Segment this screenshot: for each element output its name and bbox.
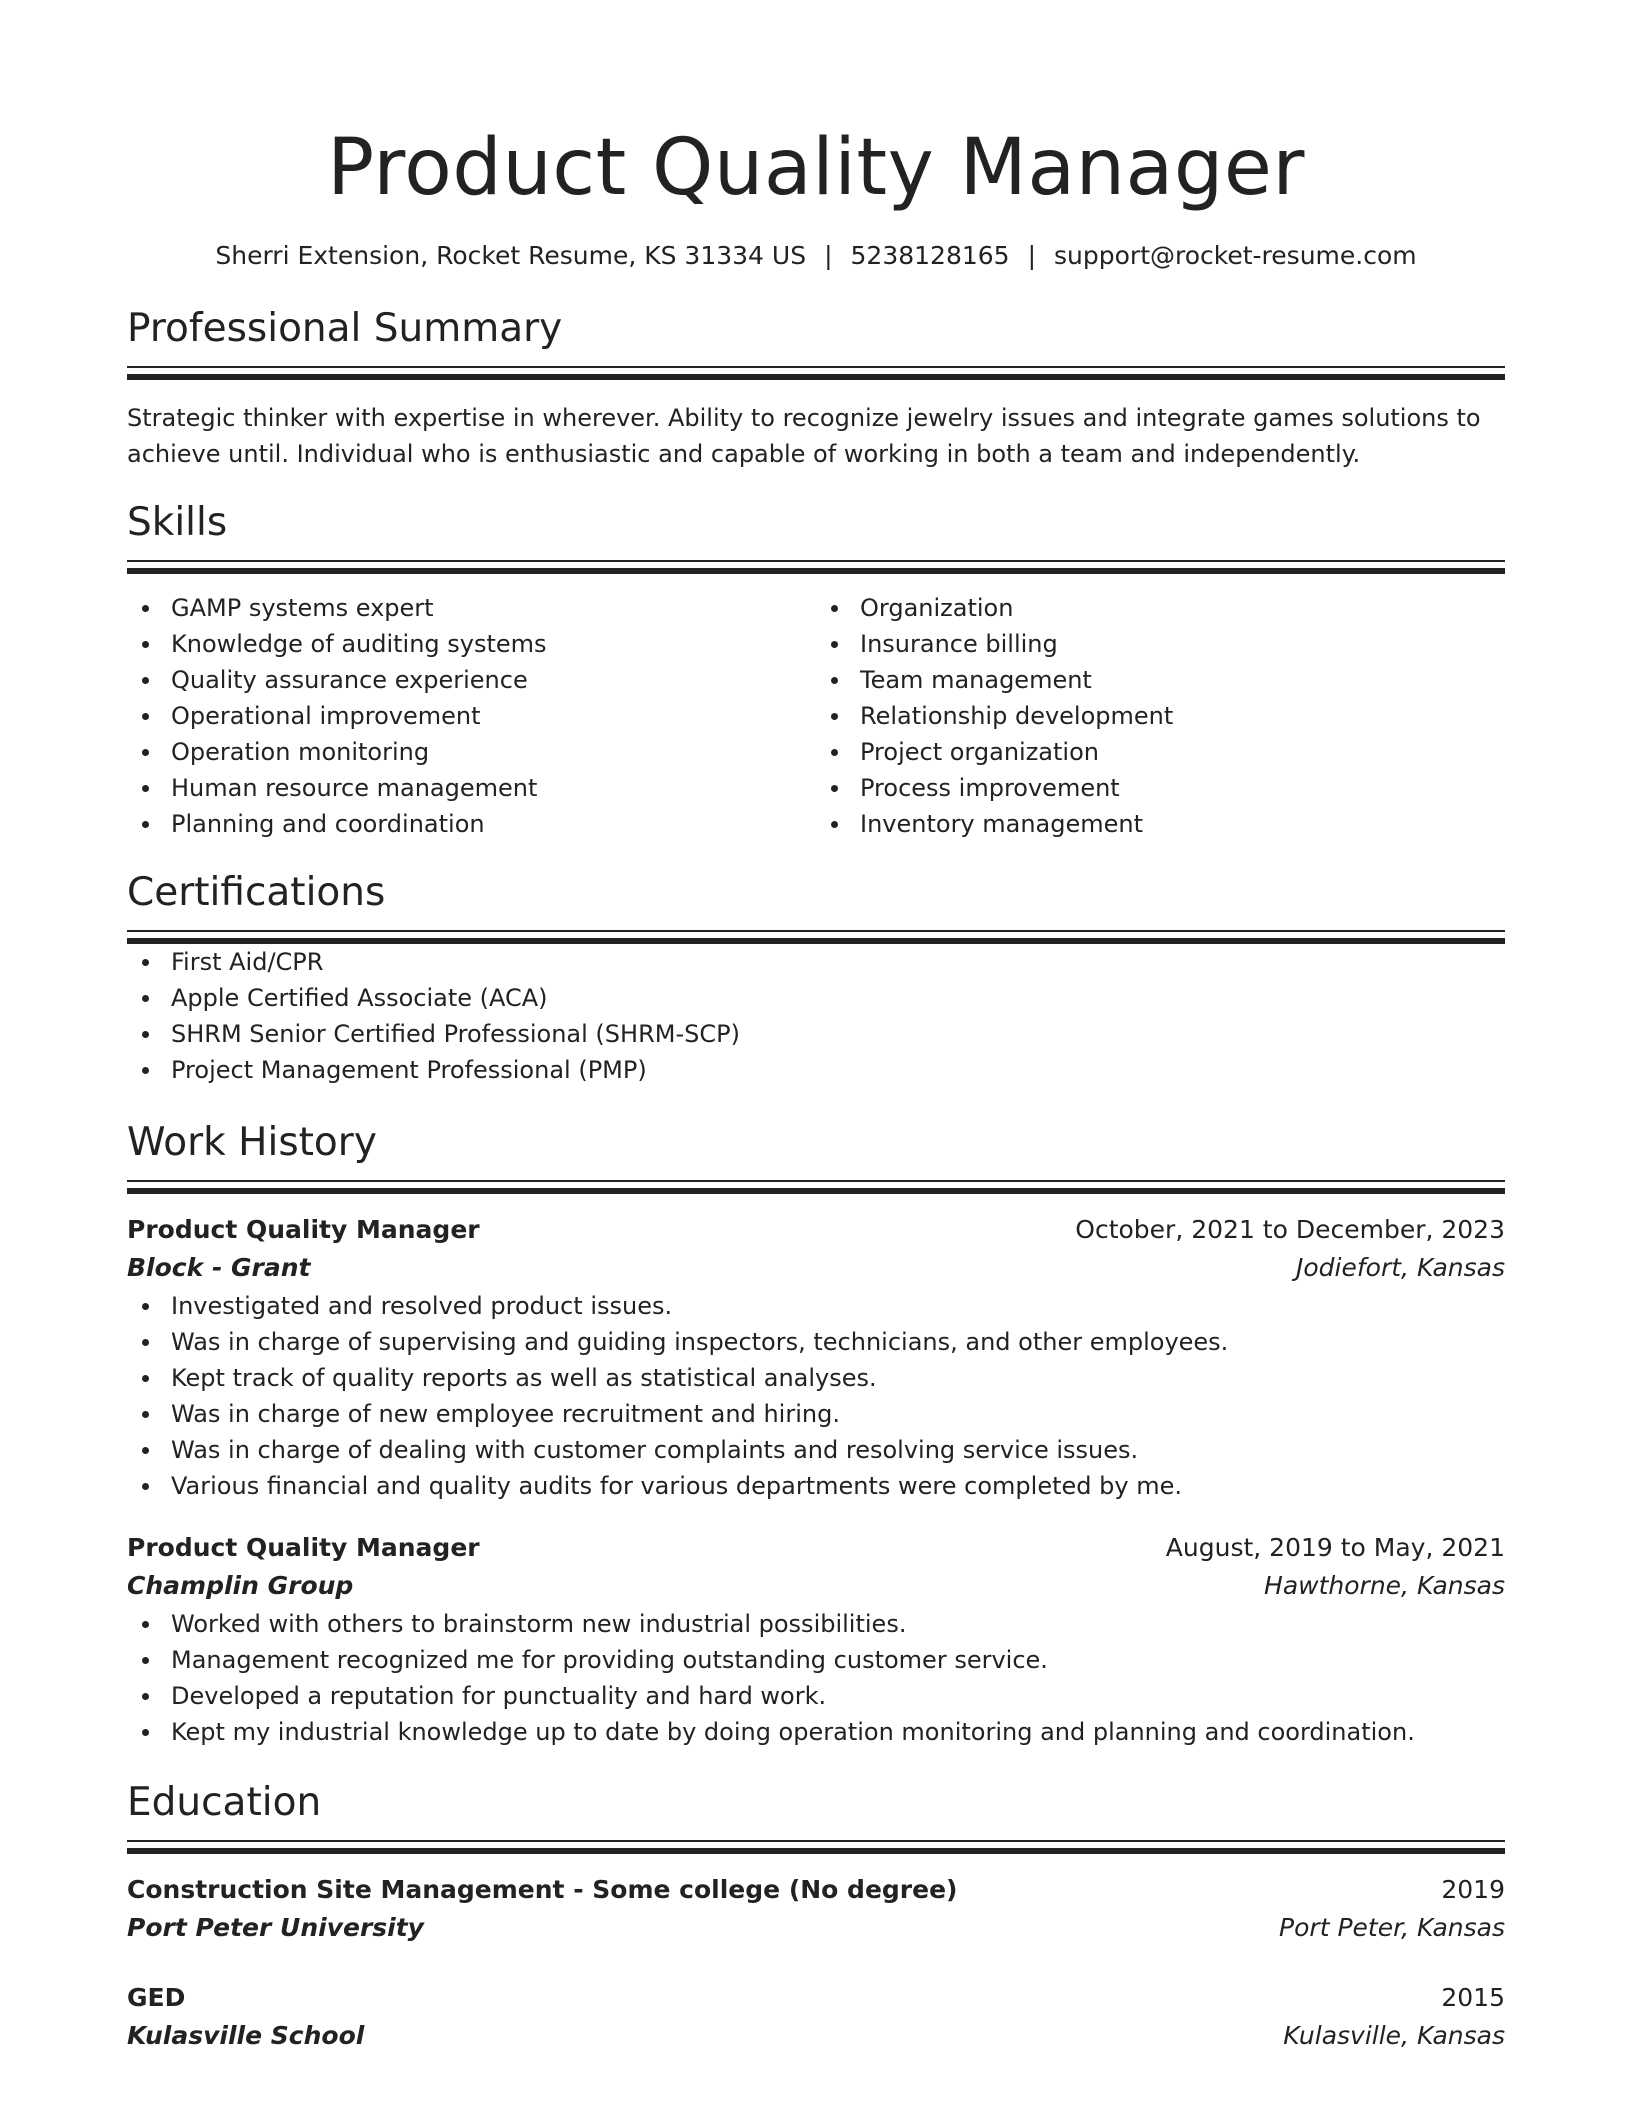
certifications-section	[127, 868, 1505, 1088]
job-bullet: Was in charge of new employee recruitment and hiring.	[127, 1396, 1505, 1432]
education-year: 2015	[1441, 1983, 1505, 2012]
skill-item: Process improvement	[816, 770, 1505, 806]
job-company: Block - Grant	[127, 1253, 311, 1282]
skill-item: Human resource management	[127, 770, 816, 806]
contact-email: support@rocket-resume.com	[1054, 241, 1417, 270]
job-company-row	[127, 1248, 1505, 1288]
skills-left-list	[127, 590, 816, 842]
job-dates: October, 2021 to December, 2023	[1075, 1215, 1505, 1244]
section-heading-work: Work History	[127, 1120, 377, 1165]
education-location: Port Peter, Kansas	[1279, 1913, 1505, 1942]
job-bullet: Was in charge of dealing with customer complaints and resolving service issues.	[127, 1432, 1505, 1468]
job-bullet: Worked with others to brainstorm new industrial possibilities.	[127, 1606, 1505, 1642]
education-section	[127, 1778, 1505, 2056]
section-heading-certifications: Certifications	[127, 870, 386, 915]
skill-item: Operation monitoring	[127, 734, 816, 770]
job-bullet-list	[127, 1288, 1505, 1504]
certification-item: SHRM Senior Certified Professional (SHRM-SCP)	[127, 1016, 1505, 1052]
education-entry	[127, 1872, 1505, 1948]
job-bullet: Various financial and quality audits for various departments were completed by me.	[127, 1468, 1505, 1504]
skill-item: Planning and coordination	[127, 806, 816, 842]
skill-item: Insurance billing	[816, 626, 1505, 662]
education-degree: Construction Site Management - Some college (No degree)	[127, 1875, 958, 1904]
skills-columns	[127, 590, 1505, 842]
job-company: Champlin Group	[127, 1571, 354, 1600]
skill-item: Team management	[816, 662, 1505, 698]
section-divider	[127, 560, 1505, 574]
certifications-list	[127, 944, 1505, 1088]
job-bullet-list	[127, 1606, 1505, 1750]
contact-line	[127, 240, 1505, 272]
education-school-row	[127, 2016, 1505, 2056]
education-location: Kulasville, Kansas	[1283, 2021, 1505, 2050]
job-header-row	[127, 1212, 1505, 1248]
job-company-row	[127, 1566, 1505, 1606]
skill-item: Project organization	[816, 734, 1505, 770]
section-heading-skills: Skills	[127, 500, 228, 545]
job-entry	[127, 1212, 1505, 1504]
education-header-row	[127, 1980, 1505, 2016]
job-bullet: Kept track of quality reports as well as statistical analyses.	[127, 1360, 1505, 1396]
job-header-row	[127, 1530, 1505, 1566]
education-header-row	[127, 1872, 1505, 1908]
job-location: Hawthorne, Kansas	[1264, 1571, 1505, 1600]
education-entry	[127, 1980, 1505, 2056]
skill-item: Operational improvement	[127, 698, 816, 734]
section-heading-summary: Professional Summary	[127, 306, 563, 351]
skill-item: Knowledge of auditing systems	[127, 626, 816, 662]
section-divider	[127, 1180, 1505, 1194]
job-location: Jodiefort, Kansas	[1296, 1253, 1505, 1282]
section-divider	[127, 930, 1505, 944]
section-heading-education: Education	[127, 1780, 322, 1825]
education-school: Kulasville School	[127, 2021, 365, 2050]
summary-text: Strategic thinker with expertise in wherever. Ability to recognize jewelry issues and integrate games solutions to achieve until. Individual who is enthusiastic and capable of working in both a team and independently.	[127, 404, 1481, 468]
job-title: Product Quality Manager	[127, 1533, 480, 1562]
section-divider	[127, 1840, 1505, 1854]
contact-separator: |	[1027, 241, 1037, 270]
work-section	[127, 1118, 1505, 1750]
job-bullet: Investigated and resolved product issues.	[127, 1288, 1505, 1324]
job-bullet: Management recognized me for providing outstanding customer service.	[127, 1642, 1505, 1678]
certification-item: Project Management Professional (PMP)	[127, 1052, 1505, 1088]
resume-title: Product Quality Manager	[327, 123, 1305, 213]
skill-item: Relationship development	[816, 698, 1505, 734]
certification-item: Apple Certified Associate (ACA)	[127, 980, 1505, 1016]
job-bullet: Kept my industrial knowledge up to date by doing operation monitoring and planning and coordination.	[127, 1714, 1505, 1750]
summary-section	[127, 304, 1505, 472]
job-bullet: Developed a reputation for punctuality and hard work.	[127, 1678, 1505, 1714]
contact-phone: 5238128165	[850, 241, 1010, 270]
skill-item: GAMP systems expert	[127, 590, 816, 626]
job-entry	[127, 1530, 1505, 1750]
education-school: Port Peter University	[127, 1913, 424, 1942]
skill-item: Inventory management	[816, 806, 1505, 842]
education-year: 2019	[1441, 1875, 1505, 1904]
skills-section	[127, 498, 1505, 842]
job-title: Product Quality Manager	[127, 1215, 480, 1244]
contact-separator: |	[824, 241, 833, 270]
skills-right-list	[816, 590, 1505, 842]
education-school-row	[127, 1908, 1505, 1948]
skill-item: Organization	[816, 590, 1505, 626]
section-divider	[127, 366, 1505, 380]
contact-address: Sherri Extension, Rocket Resume, KS 31334 US	[215, 241, 807, 270]
skill-item: Quality assurance experience	[127, 662, 816, 698]
certification-item: First Aid/CPR	[127, 944, 1505, 980]
education-degree: GED	[127, 1983, 186, 2012]
job-dates: August, 2019 to May, 2021	[1165, 1533, 1505, 1562]
job-bullet: Was in charge of supervising and guiding inspectors, technicians, and other employees.	[127, 1324, 1505, 1360]
